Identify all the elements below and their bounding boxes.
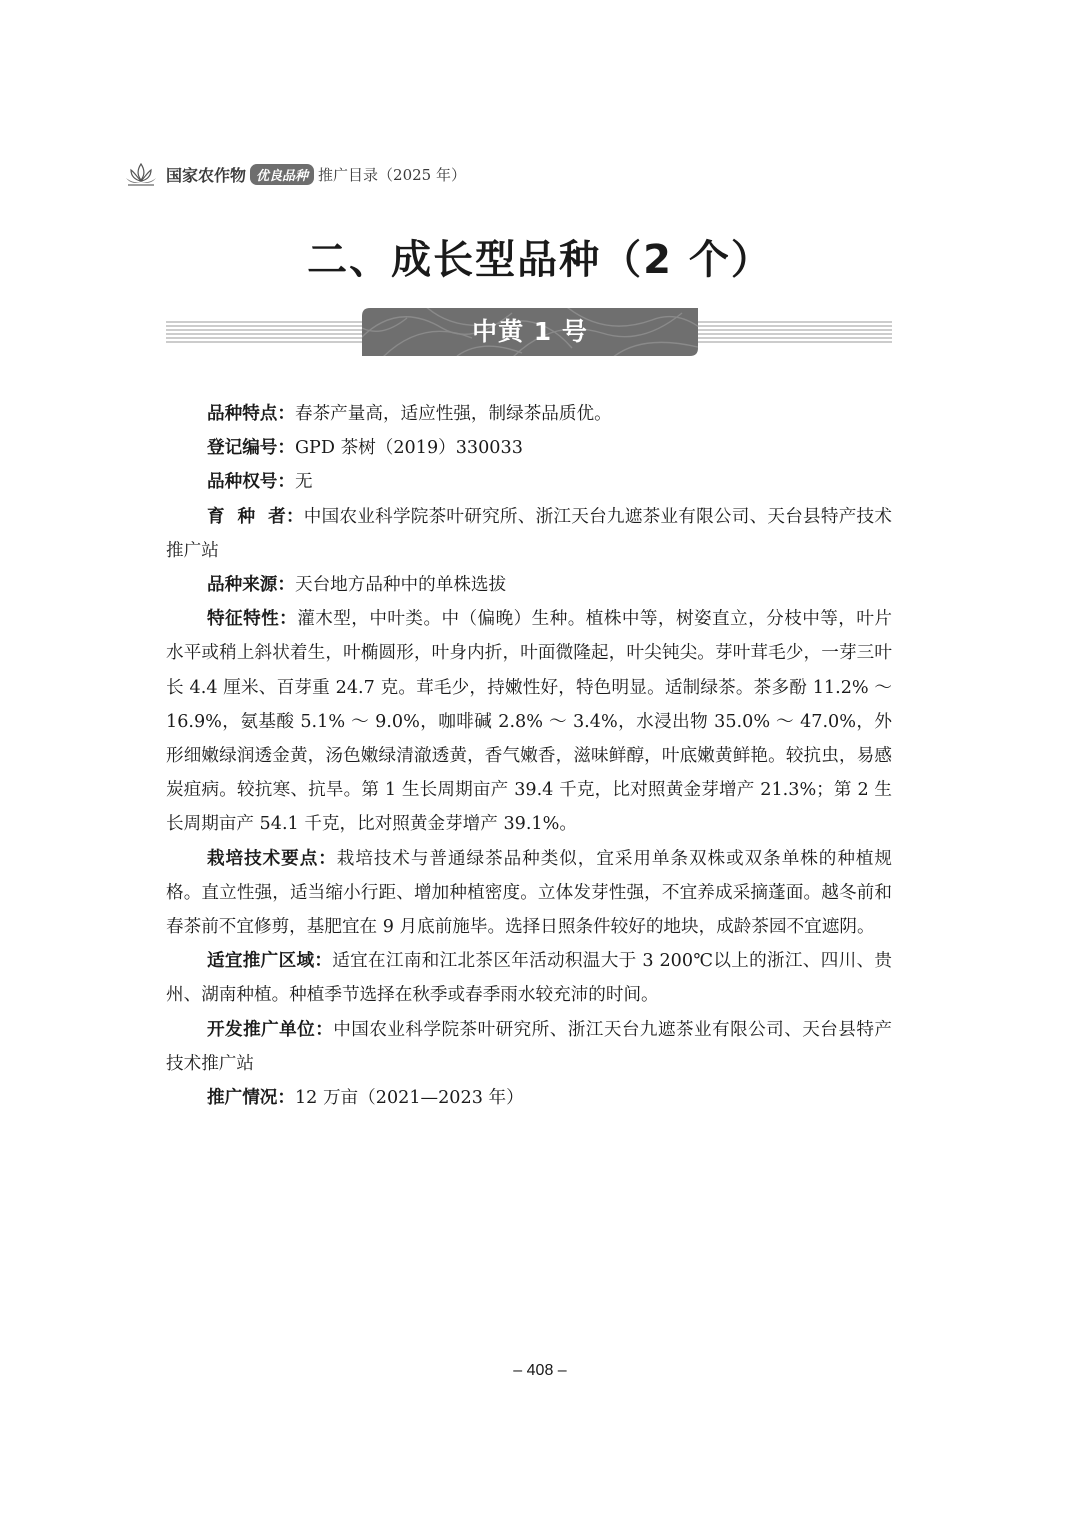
field-paragraph bbox=[166, 1081, 892, 1115]
field-label: 育 种 者： bbox=[207, 506, 304, 527]
field-paragraph bbox=[166, 842, 892, 945]
field-paragraph bbox=[166, 1013, 892, 1081]
section-title: 二、成长型品种（2 个） bbox=[307, 237, 773, 283]
header-subtitle: 推广目录（2025 年） bbox=[318, 165, 466, 184]
field-paragraph bbox=[166, 500, 892, 568]
field-paragraph bbox=[166, 944, 892, 1012]
field-value: 栽培技术与普通绿茶品种类似，宜采用单条双株或双条单株的种植规格。直立性强，适当缩小行距、增加种植密度。立体发芽性强，不宜养成采摘蓬面。越冬前和春茶前不宜修剪，基肥宜在 9 月底前施毕。选择日照条件较好的地块，成龄茶园不宜遮阴。 bbox=[166, 848, 892, 938]
header-book-title: 国家农作物 bbox=[166, 165, 247, 185]
field-value: 天台地方品种中的单株选拔 bbox=[294, 575, 507, 596]
field-value: 适宜在江南和江北茶区年活动积温大于 3 200℃以上的浙江、四川、贵州、湖南种植。种植季节选择在秋季或春季雨水较充沛的时间。 bbox=[166, 951, 892, 1006]
variety-name: 中黄 1 号 bbox=[472, 317, 588, 346]
lotus-logo-icon bbox=[124, 161, 158, 187]
field-value: GPD 茶树（2019）330033 bbox=[294, 438, 523, 459]
field-paragraph bbox=[166, 602, 892, 841]
field-label: 推广情况： bbox=[207, 1088, 295, 1109]
variety-description bbox=[166, 397, 892, 1115]
field-value: 无 bbox=[294, 472, 313, 493]
field-value: 春茶产量高，适应性强，制绿茶品质优。 bbox=[294, 404, 612, 424]
variety-banner bbox=[166, 308, 892, 356]
field-label: 品种来源： bbox=[207, 575, 295, 596]
field-paragraph bbox=[166, 465, 892, 499]
field-label: 品种特点： bbox=[207, 404, 295, 424]
field-label: 栽培技术要点： bbox=[207, 848, 337, 869]
field-value: 灌木型，中叶类。中（偏晚）生种。植株中等，树姿直立，分枝中等，叶片水平或稍上斜状着生，叶椭圆形，叶身内折，叶面微隆起，叶尖钝尖。芽叶茸毛少，一芽三叶长 4.4 厘米、百芽重 24.7 克。茸毛少，持嫩性好，特色明显。适制绿茶。茶多酚 11.2% ～ 16.9%，氨基酸 5.1% ～ 9.0%，咖啡碱 2.8% ～ 3.4%，水浸出物 35.0% ～ 47.0%，外形细嫩绿润透金黄，汤色嫩绿清澈透黄，香气嫩香，滋味鲜醇，叶底嫩黄鲜艳。较抗虫，易感炭疽病。较抗寒、抗旱。第 1 生长周期亩产 39.4 千克，比对照黄金芽增产 21.3%；第 2 生长周期亩产 54.1 千克，比对照黄金芽增产 39.1%。 bbox=[166, 609, 892, 835]
field-label: 特征特性： bbox=[207, 609, 298, 630]
page-number: – 408 – bbox=[513, 1362, 567, 1379]
field-value: 中国农业科学院茶叶研究所、浙江天台九遮茶业有限公司、天台县特产技术推广站 bbox=[166, 506, 892, 561]
header-badge: 优良品种 bbox=[250, 164, 314, 185]
field-value: 12 万亩（2021—2023 年） bbox=[294, 1088, 524, 1109]
field-paragraph bbox=[166, 397, 892, 431]
running-header bbox=[124, 160, 466, 188]
field-value: 中国农业科学院茶叶研究所、浙江天台九遮茶业有限公司、天台县特产技术推广站 bbox=[166, 1019, 892, 1074]
field-label: 品种权号： bbox=[207, 472, 295, 493]
field-paragraph bbox=[166, 568, 892, 602]
field-label: 登记编号： bbox=[207, 438, 295, 459]
field-label: 开发推广单位： bbox=[207, 1019, 334, 1040]
field-label: 适宜推广区域： bbox=[207, 951, 333, 972]
field-paragraph bbox=[166, 431, 892, 465]
